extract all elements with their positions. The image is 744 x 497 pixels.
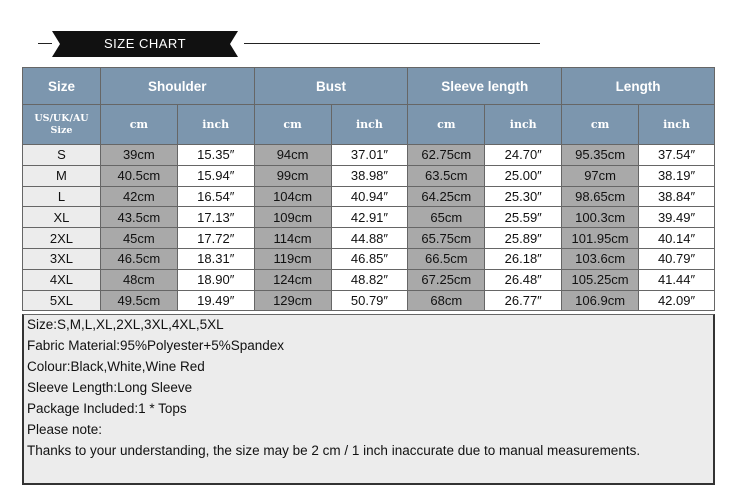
inch-cell: 42.91″ bbox=[331, 207, 408, 228]
inch-cell: 40.14″ bbox=[639, 228, 715, 249]
inch-cell: 38.98″ bbox=[331, 165, 408, 186]
cm-cell: 97cm bbox=[562, 165, 639, 186]
header-us-uk-au-size bbox=[23, 105, 101, 145]
size-cell: S bbox=[23, 145, 101, 166]
note-fabric: Fabric Material:95%Polyester+5%Spandex bbox=[27, 338, 285, 353]
header-region-label: US/UK/AU bbox=[34, 112, 89, 124]
note-package: Package Included:1 * Tops bbox=[27, 401, 187, 416]
note-sizes: Size:S,M,L,XL,2XL,3XL,4XL,5XL bbox=[27, 317, 224, 332]
cm-cell: 98.65cm bbox=[562, 186, 639, 207]
cm-cell: 65cm bbox=[408, 207, 485, 228]
header-bust: Bust bbox=[254, 68, 408, 105]
inch-cell: 18.31″ bbox=[177, 248, 254, 269]
inch-cell: 19.49″ bbox=[177, 290, 254, 311]
unit-header: cm bbox=[562, 105, 639, 145]
cm-cell: 129cm bbox=[254, 290, 331, 311]
header-rule-left bbox=[38, 43, 52, 44]
size-cell: XL bbox=[23, 207, 101, 228]
size-cell: 5XL bbox=[23, 290, 101, 311]
inch-cell: 48.82″ bbox=[331, 269, 408, 290]
inch-cell: 18.90″ bbox=[177, 269, 254, 290]
inch-cell: 39.49″ bbox=[639, 207, 715, 228]
inch-cell: 41.44″ bbox=[639, 269, 715, 290]
inch-cell: 42.09″ bbox=[639, 290, 715, 311]
inch-cell: 37.01″ bbox=[331, 145, 408, 166]
cm-cell: 63.5cm bbox=[408, 165, 485, 186]
header-rule-right bbox=[244, 43, 540, 44]
cm-cell: 124cm bbox=[254, 269, 331, 290]
cm-cell: 109cm bbox=[254, 207, 331, 228]
unit-header: inch bbox=[331, 105, 408, 145]
inch-cell: 38.19″ bbox=[639, 165, 715, 186]
size-cell: M bbox=[23, 165, 101, 186]
inch-cell: 40.94″ bbox=[331, 186, 408, 207]
cm-cell: 64.25cm bbox=[408, 186, 485, 207]
inch-cell: 15.94″ bbox=[177, 165, 254, 186]
inch-cell: 16.54″ bbox=[177, 186, 254, 207]
inch-cell: 46.85″ bbox=[331, 248, 408, 269]
size-table-body bbox=[23, 145, 715, 311]
inch-cell: 15.35″ bbox=[177, 145, 254, 166]
inch-cell: 44.88″ bbox=[331, 228, 408, 249]
cm-cell: 65.75cm bbox=[408, 228, 485, 249]
inch-cell: 17.72″ bbox=[177, 228, 254, 249]
header-size-label: Size bbox=[50, 124, 73, 136]
cm-cell: 46.5cm bbox=[100, 248, 177, 269]
header-shoulder: Shoulder bbox=[100, 68, 254, 105]
table-row bbox=[23, 165, 715, 186]
size-cell: 2XL bbox=[23, 228, 101, 249]
cm-cell: 68cm bbox=[408, 290, 485, 311]
note-please-note: Please note: bbox=[27, 422, 103, 437]
table-row bbox=[23, 290, 715, 311]
cm-cell: 67.25cm bbox=[408, 269, 485, 290]
size-table bbox=[22, 67, 715, 311]
header-size: Size bbox=[23, 68, 101, 105]
size-chart-title: SIZE CHART bbox=[103, 36, 187, 51]
cm-cell: 43.5cm bbox=[100, 207, 177, 228]
cm-cell: 62.75cm bbox=[408, 145, 485, 166]
note-sleeve: Sleeve Length:Long Sleeve bbox=[27, 380, 193, 395]
unit-header-row bbox=[23, 105, 715, 145]
table-row bbox=[23, 186, 715, 207]
unit-header: inch bbox=[177, 105, 254, 145]
table-row bbox=[23, 228, 715, 249]
table-row bbox=[23, 145, 715, 166]
cm-cell: 39cm bbox=[100, 145, 177, 166]
unit-header: cm bbox=[408, 105, 485, 145]
cm-cell: 66.5cm bbox=[408, 248, 485, 269]
unit-header: cm bbox=[100, 105, 177, 145]
header-sleeve-length: Sleeve length bbox=[408, 68, 562, 105]
cm-cell: 106.9cm bbox=[562, 290, 639, 311]
cm-cell: 42cm bbox=[100, 186, 177, 207]
inch-cell: 37.54″ bbox=[639, 145, 715, 166]
unit-header: cm bbox=[254, 105, 331, 145]
cm-cell: 100.3cm bbox=[562, 207, 639, 228]
inch-cell: 24.70″ bbox=[485, 145, 562, 166]
cm-cell: 40.5cm bbox=[100, 165, 177, 186]
table-row bbox=[23, 269, 715, 290]
header-length: Length bbox=[562, 68, 715, 105]
size-cell: 4XL bbox=[23, 269, 101, 290]
inch-cell: 25.59″ bbox=[485, 207, 562, 228]
inch-cell: 25.30″ bbox=[485, 186, 562, 207]
inch-cell: 26.77″ bbox=[485, 290, 562, 311]
title-ribbon bbox=[52, 31, 238, 57]
size-cell: L bbox=[23, 186, 101, 207]
cm-cell: 95.35cm bbox=[562, 145, 639, 166]
table-row bbox=[23, 248, 715, 269]
inch-cell: 38.84″ bbox=[639, 186, 715, 207]
cm-cell: 48cm bbox=[100, 269, 177, 290]
inch-cell: 26.18″ bbox=[485, 248, 562, 269]
inch-cell: 26.48″ bbox=[485, 269, 562, 290]
cm-cell: 104cm bbox=[254, 186, 331, 207]
cm-cell: 119cm bbox=[254, 248, 331, 269]
cm-cell: 105.25cm bbox=[562, 269, 639, 290]
cm-cell: 103.6cm bbox=[562, 248, 639, 269]
inch-cell: 17.13″ bbox=[177, 207, 254, 228]
unit-header: inch bbox=[639, 105, 715, 145]
cm-cell: 114cm bbox=[254, 228, 331, 249]
cm-cell: 45cm bbox=[100, 228, 177, 249]
cm-cell: 101.95cm bbox=[562, 228, 639, 249]
cm-cell: 99cm bbox=[254, 165, 331, 186]
note-colour: Colour:Black,White,Wine Red bbox=[27, 359, 205, 374]
inch-cell: 40.79″ bbox=[639, 248, 715, 269]
cm-cell: 94cm bbox=[254, 145, 331, 166]
group-header-row bbox=[23, 68, 715, 105]
inch-cell: 25.89″ bbox=[485, 228, 562, 249]
table-row bbox=[23, 207, 715, 228]
unit-header: inch bbox=[485, 105, 562, 145]
note-disclaimer: Thanks to your understanding, the size may be 2 cm / 1 inch inaccurate due to manual measurements. bbox=[27, 443, 641, 458]
inch-cell: 25.00″ bbox=[485, 165, 562, 186]
product-notes bbox=[22, 314, 715, 485]
size-chart-header bbox=[0, 28, 744, 60]
cm-cell: 49.5cm bbox=[100, 290, 177, 311]
size-cell: 3XL bbox=[23, 248, 101, 269]
inch-cell: 50.79″ bbox=[331, 290, 408, 311]
ribbon-right-tail bbox=[224, 31, 238, 57]
